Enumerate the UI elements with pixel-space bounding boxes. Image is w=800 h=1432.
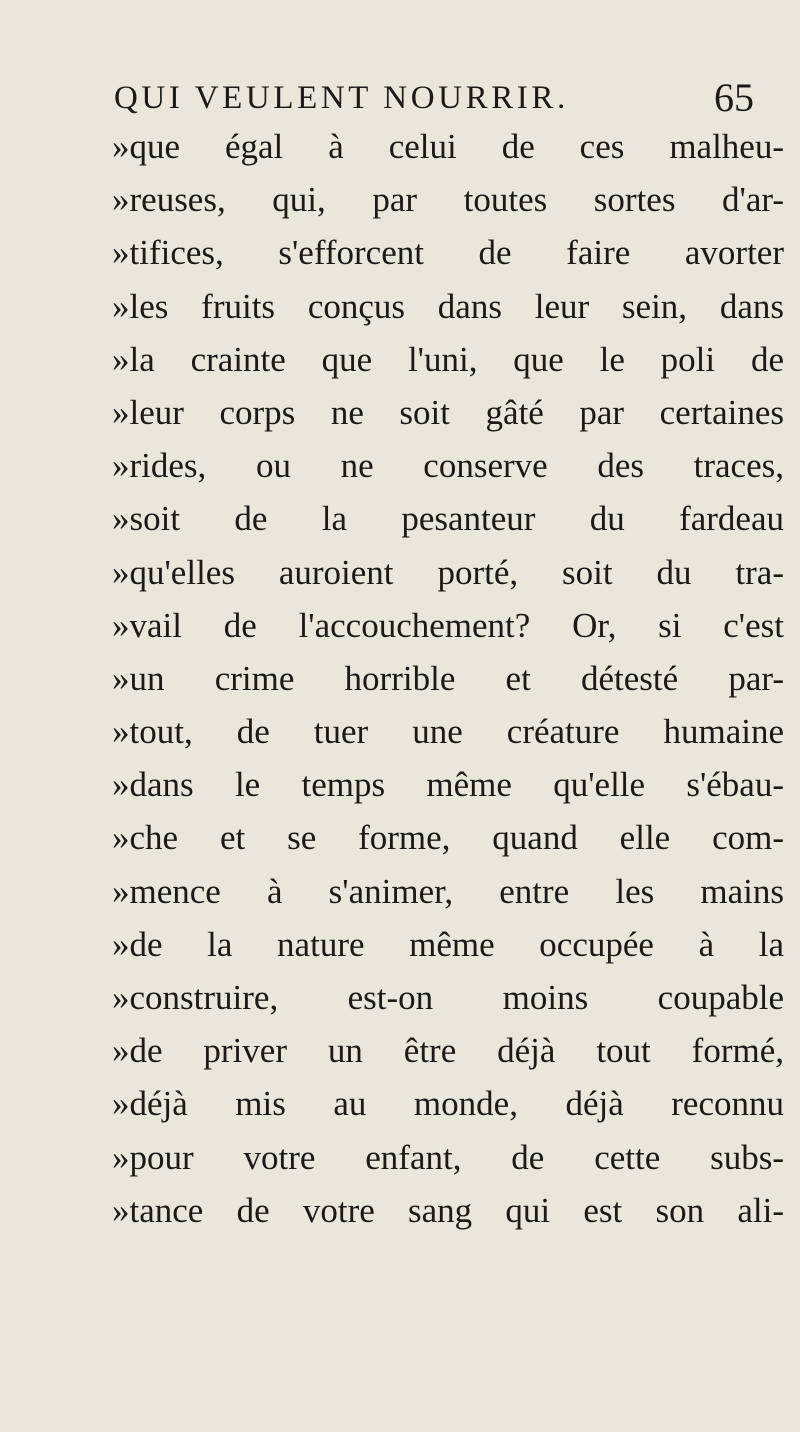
text-line: »déjà mis au monde, déjà reconnu [112, 1084, 784, 1124]
text-line: »tance de votre sang qui est son ali- [112, 1190, 784, 1230]
page-number: 65 [714, 75, 754, 120]
text-line: »la crainte que l'uni, que le poli de [112, 339, 784, 379]
text-line: »mence à s'animer, entre les mains [112, 871, 784, 911]
text-line: »che et se forme, quand elle com- [112, 818, 784, 858]
text-line: »construire, est-on moins coupable [112, 978, 784, 1017]
text-line: »qu'elles auroient porté, soit du tra- [112, 552, 784, 592]
text-line: »tifices, s'efforcent de faire avorter [112, 233, 784, 273]
body-text [112, 120, 784, 1237]
text-line: »rides, ou ne conserve des traces, [112, 446, 784, 486]
text-line: »que égal à celui de ces malheu- [112, 127, 784, 166]
text-line: »vail de l'accouchement? Or, si c'est [112, 605, 784, 645]
text-line: »de priver un être déjà tout formé, [112, 1031, 784, 1071]
text-line: »pour votre enfant, de cette subs- [112, 1137, 784, 1177]
text-line: »tout, de tuer une créature humaine [112, 712, 784, 752]
text-line: »leur corps ne soit gâté par certaines [112, 392, 784, 432]
text-line: »dans le temps même qu'elle s'ébau- [112, 765, 784, 805]
text-line: »un crime horrible et détesté par- [112, 658, 784, 698]
text-line: »de la nature même occupée à la [112, 924, 784, 964]
running-title: QUI VEULENT NOURRIR. [114, 80, 569, 116]
running-head [114, 74, 754, 124]
text-line: »soit de la pesanteur du fardeau [112, 499, 784, 539]
text-line: »reuses, qui, par toutes sortes d'ar- [112, 180, 784, 220]
text-line: »les fruits conçus dans leur sein, dans [112, 286, 784, 326]
